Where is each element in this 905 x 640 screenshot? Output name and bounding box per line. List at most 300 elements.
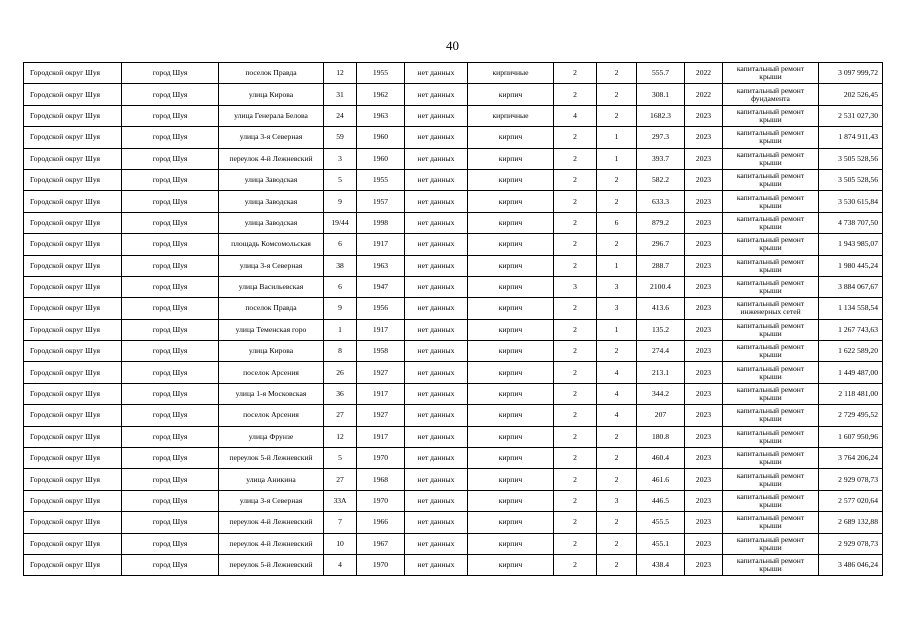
planned-year-cell: 2023 — [685, 255, 723, 276]
house-number-cell: 5 — [324, 169, 357, 190]
settlement-cell: город Шуя — [122, 512, 219, 533]
planned-year-cell: 2023 — [685, 426, 723, 447]
year-built-cell: 1917 — [357, 234, 405, 255]
work-type-cell: капитальный ремонт крыши — [723, 362, 819, 383]
street-cell: улица 3-я Северная — [219, 255, 324, 276]
wall-material-cell: кирпичные — [468, 105, 554, 126]
floors-cell: 2 — [554, 212, 597, 233]
entrances-cell: 2 — [597, 191, 637, 212]
commission-year-cell: нет данных — [405, 554, 468, 575]
wall-material-cell: кирпич — [468, 362, 554, 383]
wall-material-cell: кирпич — [468, 512, 554, 533]
cost-cell: 3 530 615,84 — [819, 191, 883, 212]
cost-cell: 3 505 528,56 — [819, 148, 883, 169]
work-type-cell: капитальный ремонт крыши — [723, 448, 819, 469]
wall-material-cell: кирпич — [468, 169, 554, 190]
settlement-cell: город Шуя — [122, 533, 219, 554]
entrances-cell: 1 — [597, 319, 637, 340]
table-row — [24, 255, 883, 276]
settlement-cell: город Шуя — [122, 341, 219, 362]
entrances-cell: 2 — [597, 448, 637, 469]
cost-cell: 3 097 999,72 — [819, 63, 883, 84]
year-built-cell: 1917 — [357, 319, 405, 340]
street-cell: переулок 5-й Лежневский — [219, 448, 324, 469]
house-number-cell: 10 — [324, 533, 357, 554]
planned-year-cell: 2023 — [685, 362, 723, 383]
house-number-cell: 3 — [324, 148, 357, 169]
cost-cell: 2 729 495,52 — [819, 405, 883, 426]
commission-year-cell: нет данных — [405, 255, 468, 276]
entrances-cell: 2 — [597, 512, 637, 533]
settlement-cell: город Шуя — [122, 255, 219, 276]
municipality-cell: Городской округ Шуя — [24, 148, 122, 169]
settlement-cell: город Шуя — [122, 84, 219, 105]
work-type-cell: капитальный ремонт крыши — [723, 512, 819, 533]
work-type-cell: капитальный ремонт крыши — [723, 234, 819, 255]
planned-year-cell: 2023 — [685, 212, 723, 233]
floors-cell: 2 — [554, 169, 597, 190]
floors-cell: 2 — [554, 512, 597, 533]
floors-cell: 4 — [554, 105, 597, 126]
area-cell: 180.8 — [637, 426, 685, 447]
commission-year-cell: нет данных — [405, 319, 468, 340]
municipality-cell: Городской округ Шуя — [24, 554, 122, 575]
year-built-cell: 1927 — [357, 405, 405, 426]
work-type-cell: капитальный ремонт крыши — [723, 383, 819, 404]
street-cell: улица 3-я Северная — [219, 490, 324, 511]
entrances-cell: 1 — [597, 255, 637, 276]
table-row — [24, 533, 883, 554]
floors-cell: 2 — [554, 234, 597, 255]
street-cell: улица Заводская — [219, 169, 324, 190]
house-number-cell: 19/44 — [324, 212, 357, 233]
cost-cell: 1 267 743,63 — [819, 319, 883, 340]
table-row — [24, 383, 883, 404]
wall-material-cell: кирпич — [468, 490, 554, 511]
settlement-cell: город Шуя — [122, 276, 219, 297]
entrances-cell: 2 — [597, 469, 637, 490]
year-built-cell: 1958 — [357, 341, 405, 362]
year-built-cell: 1966 — [357, 512, 405, 533]
table-row — [24, 490, 883, 511]
entrances-cell: 2 — [597, 169, 637, 190]
house-number-cell: 27 — [324, 469, 357, 490]
year-built-cell: 1970 — [357, 554, 405, 575]
year-built-cell: 1956 — [357, 298, 405, 319]
planned-year-cell: 2023 — [685, 105, 723, 126]
planned-year-cell: 2023 — [685, 490, 723, 511]
cost-cell: 1 622 589,20 — [819, 341, 883, 362]
table-row — [24, 362, 883, 383]
entrances-cell: 4 — [597, 362, 637, 383]
municipality-cell: Городской округ Шуя — [24, 234, 122, 255]
wall-material-cell: кирпич — [468, 319, 554, 340]
year-built-cell: 1963 — [357, 105, 405, 126]
house-number-cell: 24 — [324, 105, 357, 126]
planned-year-cell: 2023 — [685, 169, 723, 190]
municipality-cell: Городской округ Шуя — [24, 212, 122, 233]
cost-cell: 1 607 950,96 — [819, 426, 883, 447]
settlement-cell: город Шуя — [122, 234, 219, 255]
planned-year-cell: 2023 — [685, 448, 723, 469]
settlement-cell: город Шуя — [122, 469, 219, 490]
wall-material-cell: кирпич — [468, 127, 554, 148]
planned-year-cell: 2023 — [685, 127, 723, 148]
commission-year-cell: нет данных — [405, 127, 468, 148]
year-built-cell: 1917 — [357, 426, 405, 447]
street-cell: улица Заводская — [219, 212, 324, 233]
work-type-cell: капитальный ремонт крыши — [723, 405, 819, 426]
street-cell: переулок 4-й Лежневский — [219, 533, 324, 554]
area-cell: 582.2 — [637, 169, 685, 190]
planned-year-cell: 2022 — [685, 84, 723, 105]
entrances-cell: 6 — [597, 212, 637, 233]
house-number-cell: 59 — [324, 127, 357, 148]
table-row — [24, 319, 883, 340]
wall-material-cell: кирпич — [468, 84, 554, 105]
year-built-cell: 1963 — [357, 255, 405, 276]
work-type-cell: капитальный ремонт крыши — [723, 341, 819, 362]
area-cell: 207 — [637, 405, 685, 426]
municipality-cell: Городской округ Шуя — [24, 383, 122, 404]
year-built-cell: 1917 — [357, 383, 405, 404]
work-type-cell: капитальный ремонт крыши — [723, 554, 819, 575]
street-cell: переулок 4-й Лежневский — [219, 148, 324, 169]
work-type-cell: капитальный ремонт крыши — [723, 105, 819, 126]
floors-cell: 2 — [554, 362, 597, 383]
wall-material-cell: кирпич — [468, 341, 554, 362]
cost-cell: 1 134 558,54 — [819, 298, 883, 319]
wall-material-cell: кирпич — [468, 191, 554, 212]
year-built-cell: 1970 — [357, 490, 405, 511]
cost-cell: 1 943 985,07 — [819, 234, 883, 255]
planned-year-cell: 2023 — [685, 533, 723, 554]
year-built-cell: 1968 — [357, 469, 405, 490]
wall-material-cell: кирпич — [468, 554, 554, 575]
settlement-cell: город Шуя — [122, 191, 219, 212]
table-row — [24, 105, 883, 126]
commission-year-cell: нет данных — [405, 276, 468, 297]
entrances-cell: 2 — [597, 533, 637, 554]
table-row — [24, 405, 883, 426]
work-type-cell: капитальный ремонт крыши — [723, 148, 819, 169]
planned-year-cell: 2023 — [685, 298, 723, 319]
commission-year-cell: нет данных — [405, 383, 468, 404]
street-cell: поселок Арсения — [219, 362, 324, 383]
street-cell: улица Аникина — [219, 469, 324, 490]
wall-material-cell: кирпич — [468, 383, 554, 404]
planned-year-cell: 2023 — [685, 234, 723, 255]
year-built-cell: 1998 — [357, 212, 405, 233]
cost-cell: 2 531 027,30 — [819, 105, 883, 126]
wall-material-cell: кирпич — [468, 298, 554, 319]
house-number-cell: 38 — [324, 255, 357, 276]
table-row — [24, 512, 883, 533]
commission-year-cell: нет данных — [405, 362, 468, 383]
table-row — [24, 276, 883, 297]
street-cell: улица Теменская горо — [219, 319, 324, 340]
settlement-cell: город Шуя — [122, 554, 219, 575]
commission-year-cell: нет данных — [405, 512, 468, 533]
cost-cell: 3 486 046,24 — [819, 554, 883, 575]
entrances-cell: 2 — [597, 63, 637, 84]
table-row — [24, 63, 883, 84]
house-number-cell: 8 — [324, 341, 357, 362]
commission-year-cell: нет данных — [405, 234, 468, 255]
table-row — [24, 234, 883, 255]
settlement-cell: город Шуя — [122, 169, 219, 190]
entrances-cell: 1 — [597, 127, 637, 148]
work-type-cell: капитальный ремонт крыши — [723, 490, 819, 511]
page-number: 40 — [446, 38, 459, 53]
settlement-cell: город Шуя — [122, 426, 219, 447]
street-cell: улица Кирова — [219, 341, 324, 362]
municipality-cell: Городской округ Шуя — [24, 512, 122, 533]
settlement-cell: город Шуя — [122, 148, 219, 169]
commission-year-cell: нет данных — [405, 448, 468, 469]
street-cell: улица Заводская — [219, 191, 324, 212]
house-number-cell: 7 — [324, 512, 357, 533]
floors-cell: 2 — [554, 319, 597, 340]
floors-cell: 2 — [554, 533, 597, 554]
housing-repair-table — [23, 62, 883, 576]
cost-cell: 1 980 445,24 — [819, 255, 883, 276]
area-cell: 555.7 — [637, 63, 685, 84]
year-built-cell: 1955 — [357, 169, 405, 190]
wall-material-cell: кирпич — [468, 148, 554, 169]
house-number-cell: 4 — [324, 554, 357, 575]
area-cell: 274.4 — [637, 341, 685, 362]
year-built-cell: 1955 — [357, 63, 405, 84]
municipality-cell: Городской округ Шуя — [24, 298, 122, 319]
settlement-cell: город Шуя — [122, 448, 219, 469]
planned-year-cell: 2023 — [685, 341, 723, 362]
table-body — [24, 63, 883, 576]
table-row — [24, 148, 883, 169]
table-row — [24, 469, 883, 490]
floors-cell: 2 — [554, 63, 597, 84]
entrances-cell: 3 — [597, 276, 637, 297]
house-number-cell: 12 — [324, 63, 357, 84]
municipality-cell: Городской округ Шуя — [24, 533, 122, 554]
house-number-cell: 36 — [324, 383, 357, 404]
floors-cell: 2 — [554, 490, 597, 511]
street-cell: площадь Комсомольская — [219, 234, 324, 255]
area-cell: 297.3 — [637, 127, 685, 148]
cost-cell: 3 505 528,56 — [819, 169, 883, 190]
municipality-cell: Городской округ Шуя — [24, 426, 122, 447]
table-row — [24, 212, 883, 233]
entrances-cell: 1 — [597, 148, 637, 169]
wall-material-cell: кирпич — [468, 426, 554, 447]
settlement-cell: город Шуя — [122, 319, 219, 340]
municipality-cell: Городской округ Шуя — [24, 276, 122, 297]
work-type-cell: капитальный ремонт крыши — [723, 169, 819, 190]
street-cell: поселок Арсения — [219, 405, 324, 426]
wall-material-cell: кирпич — [468, 405, 554, 426]
house-number-cell: 33А — [324, 490, 357, 511]
commission-year-cell: нет данных — [405, 169, 468, 190]
floors-cell: 2 — [554, 84, 597, 105]
planned-year-cell: 2023 — [685, 512, 723, 533]
floors-cell: 3 — [554, 276, 597, 297]
entrances-cell: 2 — [597, 341, 637, 362]
street-cell: переулок 4-й Лежневский — [219, 512, 324, 533]
municipality-cell: Городской округ Шуя — [24, 105, 122, 126]
municipality-cell: Городской округ Шуя — [24, 490, 122, 511]
year-built-cell: 1957 — [357, 191, 405, 212]
area-cell: 455.5 — [637, 512, 685, 533]
floors-cell: 2 — [554, 255, 597, 276]
area-cell: 344.2 — [637, 383, 685, 404]
year-built-cell: 1967 — [357, 533, 405, 554]
work-type-cell: капитальный ремонт фундамента — [723, 84, 819, 105]
commission-year-cell: нет данных — [405, 469, 468, 490]
wall-material-cell: кирпич — [468, 234, 554, 255]
year-built-cell: 1947 — [357, 276, 405, 297]
commission-year-cell: нет данных — [405, 490, 468, 511]
planned-year-cell: 2023 — [685, 191, 723, 212]
entrances-cell: 2 — [597, 105, 637, 126]
area-cell: 446.5 — [637, 490, 685, 511]
area-cell: 460.4 — [637, 448, 685, 469]
floors-cell: 2 — [554, 298, 597, 319]
entrances-cell: 2 — [597, 234, 637, 255]
commission-year-cell: нет данных — [405, 191, 468, 212]
area-cell: 393.7 — [637, 148, 685, 169]
cost-cell: 2 689 132,88 — [819, 512, 883, 533]
house-number-cell: 9 — [324, 298, 357, 319]
house-number-cell: 1 — [324, 319, 357, 340]
cost-cell: 2 929 078,73 — [819, 533, 883, 554]
entrances-cell: 2 — [597, 84, 637, 105]
entrances-cell: 2 — [597, 554, 637, 575]
area-cell: 1682.3 — [637, 105, 685, 126]
area-cell: 288.7 — [637, 255, 685, 276]
municipality-cell: Городской округ Шуя — [24, 63, 122, 84]
commission-year-cell: нет данных — [405, 212, 468, 233]
year-built-cell: 1927 — [357, 362, 405, 383]
floors-cell: 2 — [554, 383, 597, 404]
area-cell: 461.6 — [637, 469, 685, 490]
floors-cell: 2 — [554, 554, 597, 575]
work-type-cell: капитальный ремонт крыши — [723, 276, 819, 297]
commission-year-cell: нет данных — [405, 298, 468, 319]
work-type-cell: капитальный ремонт крыши — [723, 426, 819, 447]
wall-material-cell: кирпич — [468, 255, 554, 276]
street-cell: улица 3-я Северная — [219, 127, 324, 148]
floors-cell: 2 — [554, 426, 597, 447]
table-row — [24, 191, 883, 212]
wall-material-cell: кирпич — [468, 448, 554, 469]
wall-material-cell: кирпич — [468, 212, 554, 233]
table-row — [24, 341, 883, 362]
floors-cell: 2 — [554, 448, 597, 469]
commission-year-cell: нет данных — [405, 341, 468, 362]
commission-year-cell: нет данных — [405, 105, 468, 126]
wall-material-cell: кирпич — [468, 533, 554, 554]
settlement-cell: город Шуя — [122, 362, 219, 383]
street-cell: улица Кирова — [219, 84, 324, 105]
area-cell: 455.1 — [637, 533, 685, 554]
cost-cell: 1 449 487,00 — [819, 362, 883, 383]
municipality-cell: Городской округ Шуя — [24, 469, 122, 490]
floors-cell: 2 — [554, 148, 597, 169]
area-cell: 296.7 — [637, 234, 685, 255]
wall-material-cell: кирпичные — [468, 63, 554, 84]
floors-cell: 2 — [554, 191, 597, 212]
street-cell: поселок Правда — [219, 63, 324, 84]
table-row — [24, 84, 883, 105]
house-number-cell: 31 — [324, 84, 357, 105]
settlement-cell: город Шуя — [122, 383, 219, 404]
table-row — [24, 169, 883, 190]
settlement-cell: город Шуя — [122, 298, 219, 319]
house-number-cell: 6 — [324, 276, 357, 297]
house-number-cell: 12 — [324, 426, 357, 447]
municipality-cell: Городской округ Шуя — [24, 127, 122, 148]
cost-cell: 3 884 067,67 — [819, 276, 883, 297]
street-cell: улица Фрунзе — [219, 426, 324, 447]
work-type-cell: капитальный ремонт крыши — [723, 255, 819, 276]
wall-material-cell: кирпич — [468, 276, 554, 297]
street-cell: улица Генерала Белова — [219, 105, 324, 126]
work-type-cell: капитальный ремонт крыши — [723, 191, 819, 212]
settlement-cell: город Шуя — [122, 490, 219, 511]
house-number-cell: 9 — [324, 191, 357, 212]
municipality-cell: Городской округ Шуя — [24, 255, 122, 276]
house-number-cell: 26 — [324, 362, 357, 383]
municipality-cell: Городской округ Шуя — [24, 191, 122, 212]
table-row — [24, 298, 883, 319]
street-cell: поселок Правда — [219, 298, 324, 319]
entrances-cell: 2 — [597, 426, 637, 447]
area-cell: 413.6 — [637, 298, 685, 319]
work-type-cell: капитальный ремонт крыши — [723, 212, 819, 233]
entrances-cell: 3 — [597, 490, 637, 511]
area-cell: 213.1 — [637, 362, 685, 383]
year-built-cell: 1962 — [357, 84, 405, 105]
commission-year-cell: нет данных — [405, 426, 468, 447]
cost-cell: 1 874 911,43 — [819, 127, 883, 148]
year-built-cell: 1960 — [357, 148, 405, 169]
planned-year-cell: 2023 — [685, 383, 723, 404]
entrances-cell: 4 — [597, 383, 637, 404]
municipality-cell: Городской округ Шуя — [24, 405, 122, 426]
table-row — [24, 554, 883, 575]
planned-year-cell: 2023 — [685, 554, 723, 575]
cost-cell: 4 738 707,50 — [819, 212, 883, 233]
planned-year-cell: 2023 — [685, 276, 723, 297]
commission-year-cell: нет данных — [405, 84, 468, 105]
floors-cell: 2 — [554, 469, 597, 490]
area-cell: 438.4 — [637, 554, 685, 575]
house-number-cell: 5 — [324, 448, 357, 469]
settlement-cell: город Шуя — [122, 127, 219, 148]
area-cell: 308.1 — [637, 84, 685, 105]
commission-year-cell: нет данных — [405, 63, 468, 84]
municipality-cell: Городской округ Шуя — [24, 341, 122, 362]
planned-year-cell: 2023 — [685, 148, 723, 169]
table-row — [24, 127, 883, 148]
street-cell: переулок 5-й Лежневский — [219, 554, 324, 575]
planned-year-cell: 2023 — [685, 469, 723, 490]
street-cell: улица Васильевская — [219, 276, 324, 297]
floors-cell: 2 — [554, 127, 597, 148]
municipality-cell: Городской округ Шуя — [24, 169, 122, 190]
settlement-cell: город Шуя — [122, 212, 219, 233]
work-type-cell: капитальный ремонт крыши — [723, 469, 819, 490]
